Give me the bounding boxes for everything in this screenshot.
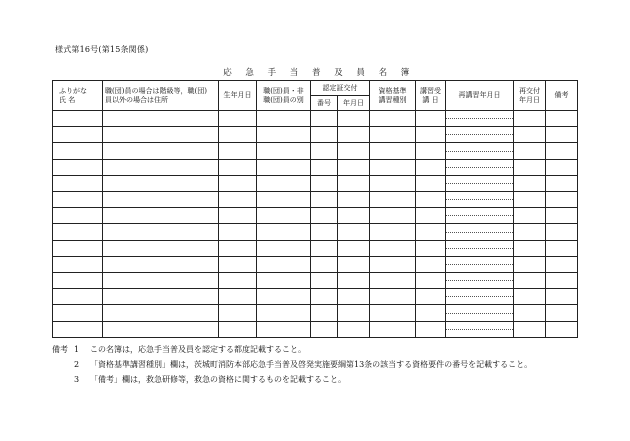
table-cell[interactable]: [338, 321, 370, 337]
header-certificate: 認定証交付: [311, 81, 370, 96]
table-cell[interactable]: [219, 256, 257, 272]
table-cell[interactable]: [257, 175, 311, 191]
table-cell[interactable]: [53, 305, 103, 321]
table-cell[interactable]: [370, 240, 416, 256]
header-remarks: 備考: [546, 81, 578, 111]
renewal-cell[interactable]: [446, 273, 514, 289]
header-renewal: 再講習年月日: [446, 81, 514, 111]
table-cell[interactable]: [514, 159, 546, 175]
renewal-cell[interactable]: [446, 289, 514, 305]
header-birth-date: 生年月日: [219, 81, 257, 111]
table-cell[interactable]: [514, 111, 546, 127]
table-cell[interactable]: [257, 305, 311, 321]
table-cell[interactable]: [219, 240, 257, 256]
header-course-date: [416, 81, 446, 111]
table-row: [53, 224, 578, 240]
table-cell[interactable]: [514, 208, 546, 224]
header-member-type: [257, 81, 311, 111]
table-cell[interactable]: [514, 192, 546, 208]
table-cell[interactable]: [416, 111, 446, 127]
renewal-cell[interactable]: [446, 111, 514, 127]
note-text: この名簿は，応急手当普及員を認定する都度記載すること。: [90, 345, 306, 354]
table-cell[interactable]: [338, 175, 370, 191]
renewal-cell[interactable]: [446, 159, 514, 175]
header-furigana-name: [53, 81, 103, 111]
table-cell[interactable]: [416, 127, 446, 143]
header-qualification: [370, 81, 416, 111]
table-cell[interactable]: [103, 256, 219, 272]
header-course-line2: 講 日: [422, 95, 439, 104]
table-cell[interactable]: [219, 111, 257, 127]
table-cell[interactable]: [257, 143, 311, 159]
renewal-cell[interactable]: [446, 127, 514, 143]
table-cell[interactable]: [311, 305, 338, 321]
header-furigana: ふりがな: [59, 86, 87, 95]
table-cell[interactable]: [53, 159, 103, 175]
table-cell[interactable]: [53, 192, 103, 208]
table-cell[interactable]: [546, 321, 578, 337]
table-cell[interactable]: [416, 192, 446, 208]
table-cell[interactable]: [311, 111, 338, 127]
table-cell[interactable]: [219, 192, 257, 208]
table-cell[interactable]: [546, 143, 578, 159]
table-cell[interactable]: [370, 289, 416, 305]
table-cell[interactable]: [103, 143, 219, 159]
table-row: [53, 175, 578, 191]
table-cell[interactable]: [219, 321, 257, 337]
table-cell[interactable]: [416, 159, 446, 175]
table-cell[interactable]: [338, 159, 370, 175]
table-cell[interactable]: [103, 240, 219, 256]
table-cell[interactable]: [219, 273, 257, 289]
table-cell[interactable]: [514, 321, 546, 337]
table-cell[interactable]: [338, 143, 370, 159]
table-cell[interactable]: [103, 111, 219, 127]
table-cell[interactable]: [257, 127, 311, 143]
header-qualification-line2: 講習種別: [378, 95, 407, 104]
table-cell[interactable]: [416, 208, 446, 224]
header-job-line2: 員以外の場合は住所: [105, 95, 168, 104]
table-row: [53, 127, 578, 143]
table-cell[interactable]: [311, 159, 338, 175]
table-cell[interactable]: [103, 289, 219, 305]
table-cell[interactable]: [338, 208, 370, 224]
header-name: 氏 名: [59, 95, 76, 104]
table-cell[interactable]: [338, 127, 370, 143]
table-cell[interactable]: [546, 208, 578, 224]
table-cell[interactable]: [103, 192, 219, 208]
table-cell[interactable]: [370, 256, 416, 272]
table-cell[interactable]: [103, 273, 219, 289]
table-cell[interactable]: [257, 224, 311, 240]
table-cell[interactable]: [338, 273, 370, 289]
table-cell[interactable]: [416, 256, 446, 272]
table-cell[interactable]: [257, 192, 311, 208]
document-title: 応 急 手 当 普 及 員 名 簿: [223, 68, 415, 78]
header-course-line1: 講習受: [420, 86, 441, 95]
table-cell[interactable]: [514, 240, 546, 256]
table-cell[interactable]: [416, 224, 446, 240]
table-cell[interactable]: [514, 289, 546, 305]
table-cell[interactable]: [338, 289, 370, 305]
table-cell[interactable]: [53, 224, 103, 240]
table-cell[interactable]: [546, 111, 578, 127]
table-row: [53, 256, 578, 272]
renewal-cell[interactable]: [446, 321, 514, 337]
note-text: 「備考」欄は，救急研修等，救急の資格に関するものを記載すること。: [90, 375, 346, 384]
renewal-cell[interactable]: [446, 224, 514, 240]
note-item: [52, 357, 532, 372]
table-cell[interactable]: [546, 127, 578, 143]
table-cell[interactable]: [53, 208, 103, 224]
note-number: 1: [74, 345, 80, 354]
header-reissue: [514, 81, 546, 111]
table-cell[interactable]: [311, 143, 338, 159]
table-cell[interactable]: [546, 305, 578, 321]
table-cell[interactable]: [546, 289, 578, 305]
header-cert-date: 年月日: [338, 96, 370, 111]
table-cell[interactable]: [546, 175, 578, 191]
table-cell[interactable]: [416, 289, 446, 305]
table-cell[interactable]: [311, 273, 338, 289]
table-cell[interactable]: [311, 256, 338, 272]
table-cell[interactable]: [257, 208, 311, 224]
table-cell[interactable]: [514, 175, 546, 191]
table-cell[interactable]: [338, 111, 370, 127]
table-cell[interactable]: [546, 192, 578, 208]
table-cell[interactable]: [53, 127, 103, 143]
table-cell[interactable]: [103, 127, 219, 143]
table-cell[interactable]: [514, 127, 546, 143]
table-cell[interactable]: [219, 208, 257, 224]
table-cell[interactable]: [53, 321, 103, 337]
table-cell[interactable]: [103, 321, 219, 337]
table-cell[interactable]: [370, 143, 416, 159]
table-cell[interactable]: [219, 175, 257, 191]
table-row: [53, 192, 578, 208]
table-cell[interactable]: [311, 175, 338, 191]
renewal-cell[interactable]: [446, 208, 514, 224]
table-cell[interactable]: [53, 273, 103, 289]
table-cell[interactable]: [370, 111, 416, 127]
note-number: 3: [74, 375, 80, 384]
table-cell[interactable]: [53, 240, 103, 256]
table-cell[interactable]: [514, 143, 546, 159]
table-cell[interactable]: [311, 240, 338, 256]
table-cell[interactable]: [257, 159, 311, 175]
table-cell[interactable]: [311, 321, 338, 337]
table-cell[interactable]: [370, 224, 416, 240]
header-qualification-line1: 資格基準: [378, 86, 407, 95]
table-cell[interactable]: [546, 240, 578, 256]
table-cell[interactable]: [370, 208, 416, 224]
table-cell[interactable]: [514, 224, 546, 240]
note-text: 「資格基準講習種別」欄は，茨城町消防本部応急手当普及啓発実施要綱第13条の該当する資格要件の番号を記載すること。: [90, 360, 533, 369]
table-cell[interactable]: [416, 273, 446, 289]
roster-table: [52, 80, 578, 338]
table-cell[interactable]: [311, 224, 338, 240]
table-cell[interactable]: [219, 143, 257, 159]
table-cell[interactable]: [219, 224, 257, 240]
table-cell[interactable]: [338, 240, 370, 256]
table-cell[interactable]: [338, 256, 370, 272]
header-reissue-line1: 再交付: [519, 86, 540, 95]
table-cell[interactable]: [514, 273, 546, 289]
table-cell[interactable]: [370, 305, 416, 321]
table-cell[interactable]: [370, 192, 416, 208]
table-cell[interactable]: [219, 289, 257, 305]
table-cell[interactable]: [311, 127, 338, 143]
header-job: [103, 81, 219, 111]
table-cell[interactable]: [370, 175, 416, 191]
table-cell[interactable]: [53, 256, 103, 272]
table-cell[interactable]: [370, 127, 416, 143]
table-row: [53, 159, 578, 175]
table-cell[interactable]: [416, 175, 446, 191]
table-row: [53, 289, 578, 305]
notes-lead: 備考: [52, 345, 68, 354]
table-cell[interactable]: [53, 289, 103, 305]
table-cell[interactable]: [370, 321, 416, 337]
table-cell[interactable]: [546, 159, 578, 175]
note-item: [52, 372, 532, 387]
table-cell[interactable]: [416, 305, 446, 321]
table-cell[interactable]: [219, 159, 257, 175]
notes-section: [52, 342, 532, 387]
table-cell[interactable]: [257, 240, 311, 256]
table-row: [53, 111, 578, 127]
table-cell[interactable]: [53, 143, 103, 159]
table-cell[interactable]: [416, 240, 446, 256]
table-row: [53, 208, 578, 224]
table-row: [53, 305, 578, 321]
table-cell[interactable]: [53, 111, 103, 127]
header-member-type-line2: 職(団)員の別: [263, 95, 304, 104]
table-cell[interactable]: [338, 224, 370, 240]
table-row: [53, 321, 578, 337]
table-row: [53, 143, 578, 159]
note-item: [52, 342, 532, 357]
renewal-cell[interactable]: [446, 256, 514, 272]
table-cell[interactable]: [370, 273, 416, 289]
renewal-cell[interactable]: [446, 143, 514, 159]
table-cell[interactable]: [257, 321, 311, 337]
table-cell[interactable]: [514, 256, 546, 272]
table-cell[interactable]: [311, 192, 338, 208]
table-cell[interactable]: [257, 256, 311, 272]
table-cell[interactable]: [219, 305, 257, 321]
table-cell[interactable]: [370, 159, 416, 175]
table-cell[interactable]: [416, 321, 446, 337]
table-cell[interactable]: [338, 192, 370, 208]
table-cell[interactable]: [514, 305, 546, 321]
table-cell[interactable]: [546, 224, 578, 240]
header-reissue-line2: 年月日: [519, 95, 540, 104]
renewal-cell[interactable]: [446, 192, 514, 208]
table-cell[interactable]: [546, 273, 578, 289]
table-cell[interactable]: [257, 289, 311, 305]
table-cell[interactable]: [103, 159, 219, 175]
renewal-cell[interactable]: [446, 240, 514, 256]
table-cell[interactable]: [103, 175, 219, 191]
renewal-cell[interactable]: [446, 305, 514, 321]
table-cell[interactable]: [416, 143, 446, 159]
header-member-type-line1: 職(団)員・非: [263, 86, 304, 95]
table-cell[interactable]: [53, 175, 103, 191]
header-cert-number: 番号: [311, 96, 338, 111]
table-cell[interactable]: [257, 273, 311, 289]
table-cell[interactable]: [311, 289, 338, 305]
header-job-line1: 職(団)員の場合は階級等，職(団): [105, 86, 207, 95]
table-cell[interactable]: [103, 208, 219, 224]
table-row: [53, 273, 578, 289]
table-cell[interactable]: [311, 208, 338, 224]
table-cell[interactable]: [103, 224, 219, 240]
form-number: 様式第16号(第15条関係): [55, 45, 149, 54]
table-cell[interactable]: [219, 127, 257, 143]
table-cell[interactable]: [546, 256, 578, 272]
table-cell[interactable]: [257, 111, 311, 127]
table-cell[interactable]: [338, 305, 370, 321]
renewal-cell[interactable]: [446, 175, 514, 191]
note-number: 2: [74, 360, 80, 369]
roster-body: [53, 111, 578, 338]
table-row: [53, 240, 578, 256]
table-cell[interactable]: [103, 305, 219, 321]
